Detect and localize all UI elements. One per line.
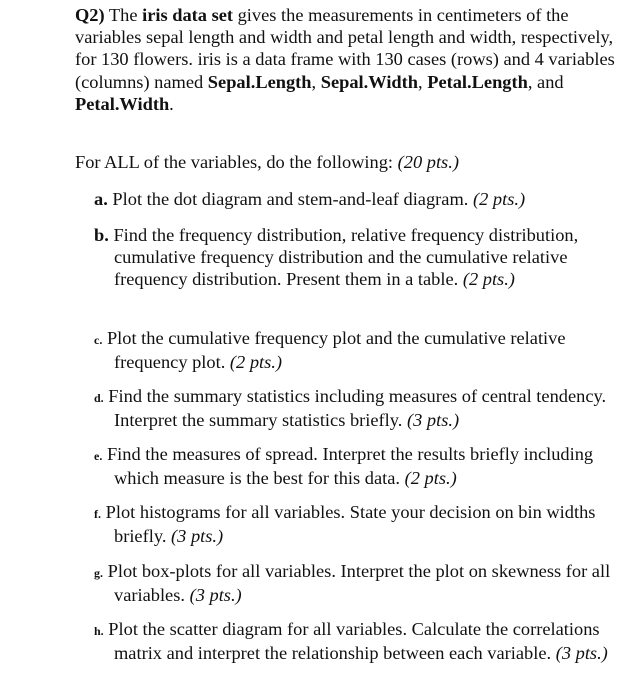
item-points: (3 pts.) [171,526,224,547]
task-item-c [94,327,634,373]
intro-end: . [169,93,174,114]
item-text: Plot the scatter diagram for all variables. Calculate the correlations matrix and interpret the relationship between each variable. [108,619,600,664]
item-marker: h. [94,624,104,638]
item-text: Plot box-plots for all variables. Interpret the plot on skewness for all variables. [107,561,611,606]
item-text: Plot histograms for all variables. State your decision on bin widths briefly. [105,502,596,547]
task-item-d [94,385,634,431]
intro-text-1: The [108,5,143,25]
item-points: (2 pts.) [404,468,457,489]
item-text: Find the frequency distribution, relative frequency distribution, cumulative frequency distribution and the cumulative relative frequency distribution. Present them in a table. [113,225,579,290]
item-marker: g. [94,566,103,580]
item-marker: d. [94,391,104,405]
variable-sepal-width: Sepal.Width [320,71,419,92]
question-intro [75,4,635,115]
variable-petal-length: Petal.Length [427,71,528,92]
task-item-f [94,501,634,547]
task-item-b [94,224,634,291]
lead-points: (20 pts.) [397,152,459,172]
separator-2: , [418,71,428,92]
item-points: (3 pts.) [406,410,460,431]
task-item-e [94,443,634,489]
item-points: (2 pts.) [472,189,526,209]
item-marker: f. [94,507,101,521]
lead-text: For ALL of the variables, do the following: [75,152,398,172]
item-marker: e. [94,449,103,463]
task-item-a [94,188,634,210]
item-marker: c. [94,333,103,347]
instructions-lead [75,151,459,173]
item-text: Find the measures of spread. Interpret the results briefly including which measure is the best for this data. [106,444,594,489]
dataset-name: iris data set [142,5,234,25]
intro-text-2: gives the measurements in centimeters of the variables sepal length and width and petal length and width, respectively, for 130 flowers. iris is a data frame with 130 cases (rows) and 4 variables (columns) named [75,5,615,92]
item-text: Plot the dot diagram and stem-and-leaf diagram. [112,189,473,209]
variable-petal-width: Petal.Width [75,93,170,114]
item-points: (3 pts.) [189,585,242,606]
item-points: (3 pts.) [555,643,608,664]
separator-3: , and [527,71,564,92]
item-text: Plot the cumulative frequency plot and the cumulative relative frequency plot. [106,328,566,373]
question-number: Q2) [75,5,105,25]
variable-sepal-length: Sepal.Length [207,71,312,92]
separator-1: , [311,71,321,92]
item-marker: b. [94,225,109,245]
item-points: (2 pts.) [229,352,283,373]
task-item-h [94,618,634,664]
task-item-g [94,560,634,606]
item-text: Find the summary statistics including measures of central tendency. Interpret the summary statistics briefly. [108,386,607,431]
item-marker: a. [94,189,108,209]
item-points: (2 pts.) [462,269,515,290]
